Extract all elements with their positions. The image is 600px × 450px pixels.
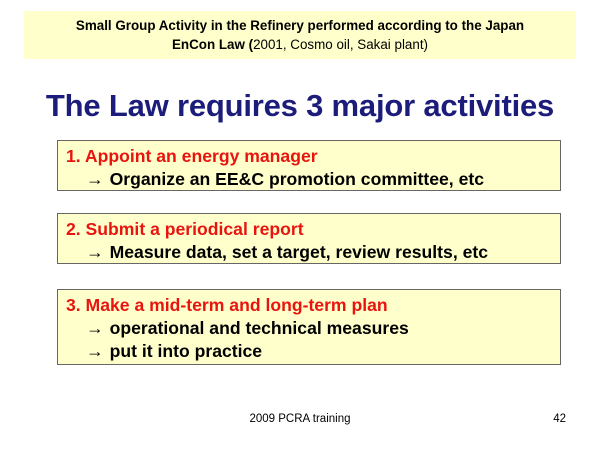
header-line-2-normal: 2001, Cosmo oil, Sakai plant) — [253, 37, 428, 52]
activity-heading: 3. Make a mid-term and long-term plan — [66, 295, 388, 315]
activity-box-1 — [57, 140, 561, 191]
activity-detail — [66, 241, 560, 264]
activity-detail-text: Organize an EE&C promotion committee, etc — [109, 169, 485, 189]
arrow-icon: → — [86, 242, 104, 262]
page-number: 42 — [553, 413, 566, 425]
activity-detail — [66, 340, 560, 363]
activity-detail — [66, 168, 560, 191]
activity-heading: 1. Appoint an energy manager — [66, 146, 318, 166]
activity-heading: 2. Submit a periodical report — [66, 219, 304, 239]
header-line-1: Small Group Activity in the Refinery performed according to the Japan — [75, 18, 525, 33]
arrow-icon: → — [86, 341, 104, 361]
arrow-icon: → — [86, 169, 104, 189]
header-banner — [24, 11, 576, 59]
activity-box-3 — [57, 289, 561, 365]
activity-box-2 — [57, 213, 561, 264]
activity-detail — [66, 317, 560, 340]
arrow-icon: → — [86, 318, 104, 338]
header-line-2 — [24, 35, 576, 54]
header-line-2-bold: EnCon Law ( — [171, 37, 254, 52]
activity-detail-text: operational and technical measures — [109, 318, 409, 338]
footer-text: 2009 PCRA training — [249, 413, 351, 425]
slide-title: The Law requires 3 major activities — [45, 88, 555, 123]
activity-detail-text: Measure data, set a target, review results, etc — [109, 242, 489, 262]
activity-detail-text: put it into practice — [109, 341, 263, 361]
